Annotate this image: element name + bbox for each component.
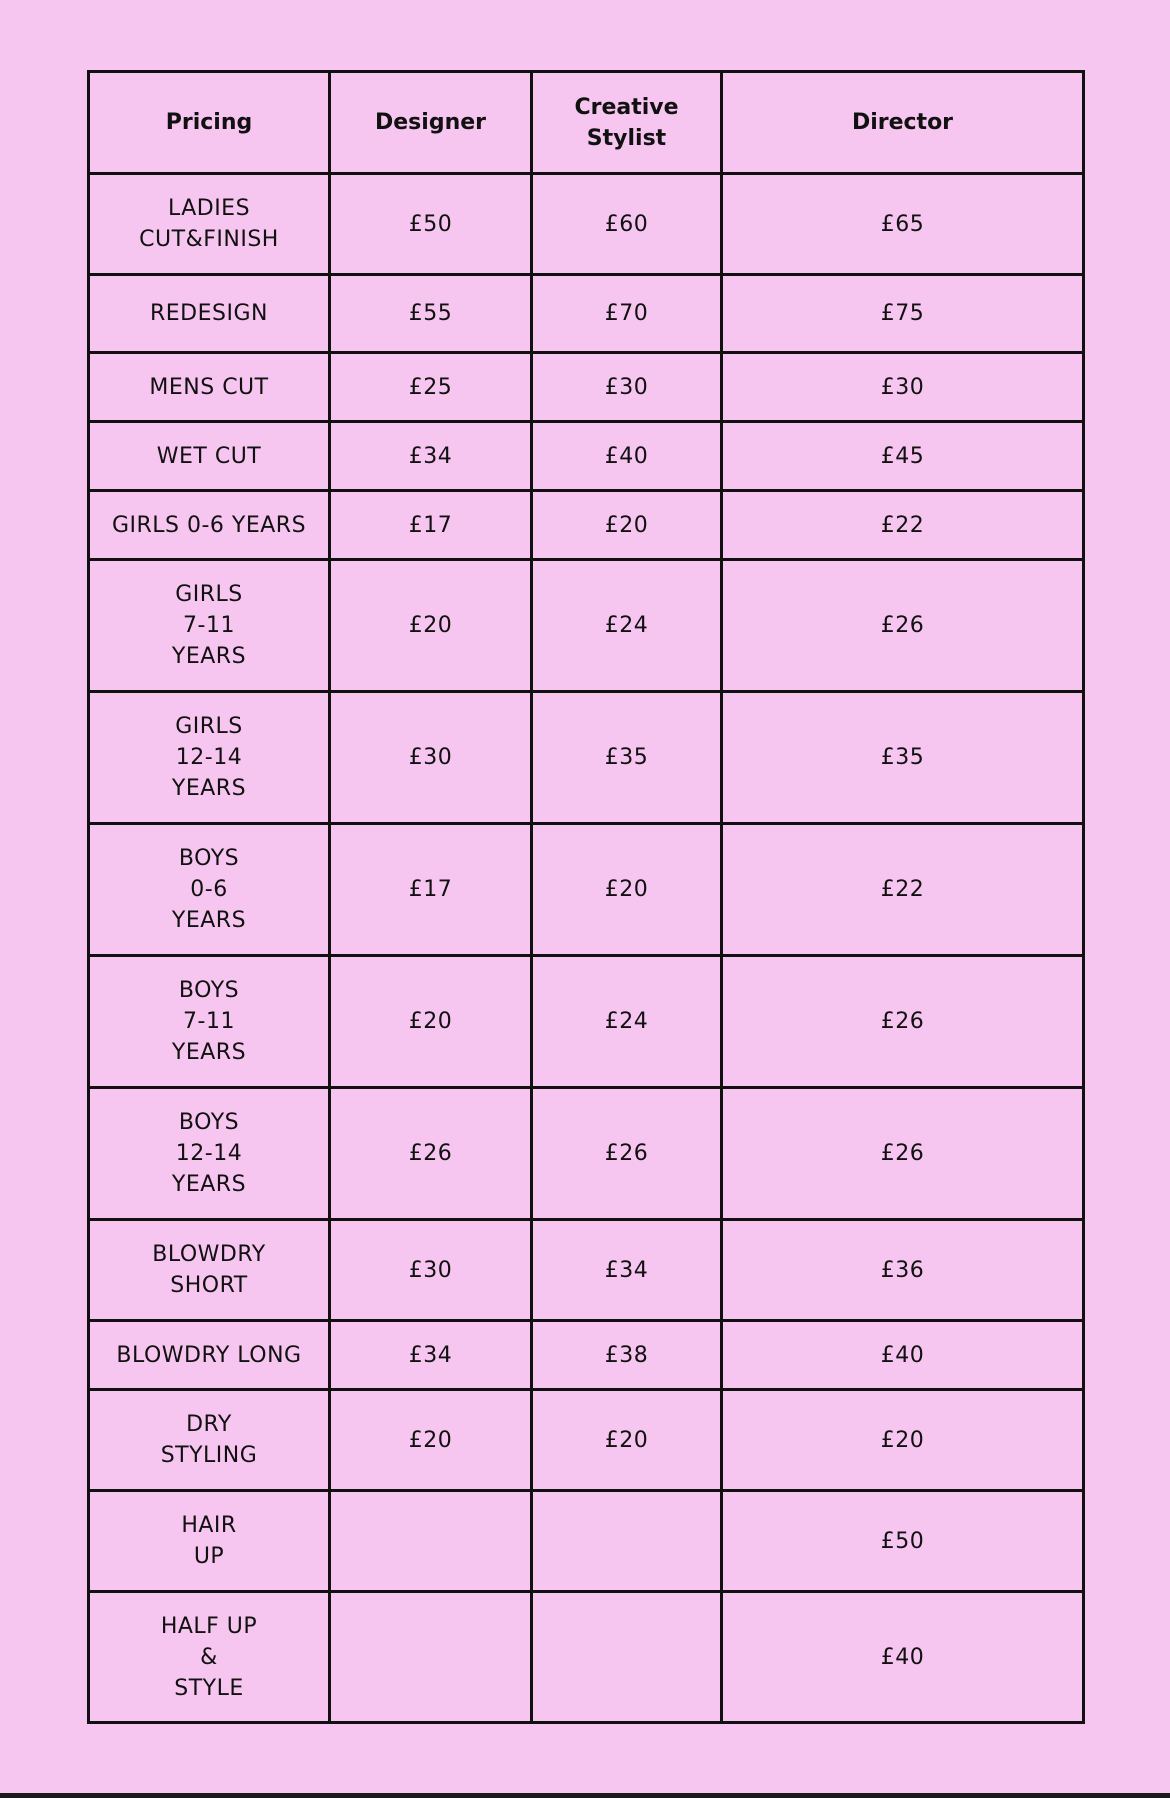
- designer-price: £25: [330, 353, 532, 422]
- table-row: [89, 275, 1084, 353]
- service-name: GIRLS 7-11 YEARS: [89, 560, 330, 692]
- table-row: [89, 422, 1084, 491]
- designer-price: [330, 1491, 532, 1592]
- service-name: REDESIGN: [89, 275, 330, 353]
- service-name: BOYS 7-11 YEARS: [89, 956, 330, 1088]
- director-price: £26: [722, 956, 1084, 1088]
- service-name: HAIR UP: [89, 1491, 330, 1592]
- designer-price: £34: [330, 1321, 532, 1390]
- bottom-edge-bar: [0, 1793, 1170, 1798]
- designer-price: £30: [330, 692, 532, 824]
- creative-stylist-price: £30: [532, 353, 722, 422]
- creative-stylist-price: £40: [532, 422, 722, 491]
- service-name: BLOWDRY SHORT: [89, 1220, 330, 1321]
- service-name: GIRLS 12-14 YEARS: [89, 692, 330, 824]
- director-price: £36: [722, 1220, 1084, 1321]
- table-row: [89, 1321, 1084, 1390]
- table-row: [89, 1390, 1084, 1491]
- creative-stylist-price: £24: [532, 956, 722, 1088]
- director-price: £20: [722, 1390, 1084, 1491]
- director-price: £50: [722, 1491, 1084, 1592]
- creative-stylist-price: £60: [532, 174, 722, 275]
- designer-price: £17: [330, 491, 532, 560]
- table-row: [89, 560, 1084, 692]
- table-header-row: [89, 72, 1084, 174]
- header-pricing: Pricing: [89, 72, 330, 174]
- service-name: DRY STYLING: [89, 1390, 330, 1491]
- director-price: £40: [722, 1321, 1084, 1390]
- designer-price: [330, 1592, 532, 1723]
- table-row: [89, 692, 1084, 824]
- service-name: BOYS 12-14 YEARS: [89, 1088, 330, 1220]
- header-director: Director: [722, 72, 1084, 174]
- creative-stylist-price: £26: [532, 1088, 722, 1220]
- service-name: WET CUT: [89, 422, 330, 491]
- designer-price: £20: [330, 1390, 532, 1491]
- table-row: [89, 1592, 1084, 1723]
- table-row: [89, 1491, 1084, 1592]
- director-price: £22: [722, 824, 1084, 956]
- creative-stylist-price: £24: [532, 560, 722, 692]
- designer-price: £26: [330, 1088, 532, 1220]
- designer-price: £55: [330, 275, 532, 353]
- director-price: £40: [722, 1592, 1084, 1723]
- director-price: £75: [722, 275, 1084, 353]
- pricing-table: [87, 70, 1085, 1724]
- designer-price: £17: [330, 824, 532, 956]
- service-name: BOYS 0-6 YEARS: [89, 824, 330, 956]
- creative-stylist-price: £20: [532, 824, 722, 956]
- creative-stylist-price: £20: [532, 1390, 722, 1491]
- header-creative-stylist: Creative Stylist: [532, 72, 722, 174]
- service-name: LADIES CUT&FINISH: [89, 174, 330, 275]
- creative-stylist-price: [532, 1491, 722, 1592]
- director-price: £65: [722, 174, 1084, 275]
- designer-price: £20: [330, 560, 532, 692]
- creative-stylist-price: £38: [532, 1321, 722, 1390]
- creative-stylist-price: £70: [532, 275, 722, 353]
- creative-stylist-price: £34: [532, 1220, 722, 1321]
- designer-price: £20: [330, 956, 532, 1088]
- header-designer: Designer: [330, 72, 532, 174]
- director-price: £26: [722, 560, 1084, 692]
- director-price: £22: [722, 491, 1084, 560]
- table-row: [89, 1220, 1084, 1321]
- designer-price: £50: [330, 174, 532, 275]
- designer-price: £30: [330, 1220, 532, 1321]
- table-row: [89, 956, 1084, 1088]
- creative-stylist-price: [532, 1592, 722, 1723]
- table-row: [89, 174, 1084, 275]
- table-row: [89, 824, 1084, 956]
- service-name: GIRLS 0-6 YEARS: [89, 491, 330, 560]
- director-price: £30: [722, 353, 1084, 422]
- table-row: [89, 491, 1084, 560]
- table-row: [89, 353, 1084, 422]
- table-row: [89, 1088, 1084, 1220]
- creative-stylist-price: £35: [532, 692, 722, 824]
- director-price: £45: [722, 422, 1084, 491]
- service-name: MENS CUT: [89, 353, 330, 422]
- director-price: £26: [722, 1088, 1084, 1220]
- director-price: £35: [722, 692, 1084, 824]
- designer-price: £34: [330, 422, 532, 491]
- service-name: HALF UP & STYLE: [89, 1592, 330, 1723]
- service-name: BLOWDRY LONG: [89, 1321, 330, 1390]
- creative-stylist-price: £20: [532, 491, 722, 560]
